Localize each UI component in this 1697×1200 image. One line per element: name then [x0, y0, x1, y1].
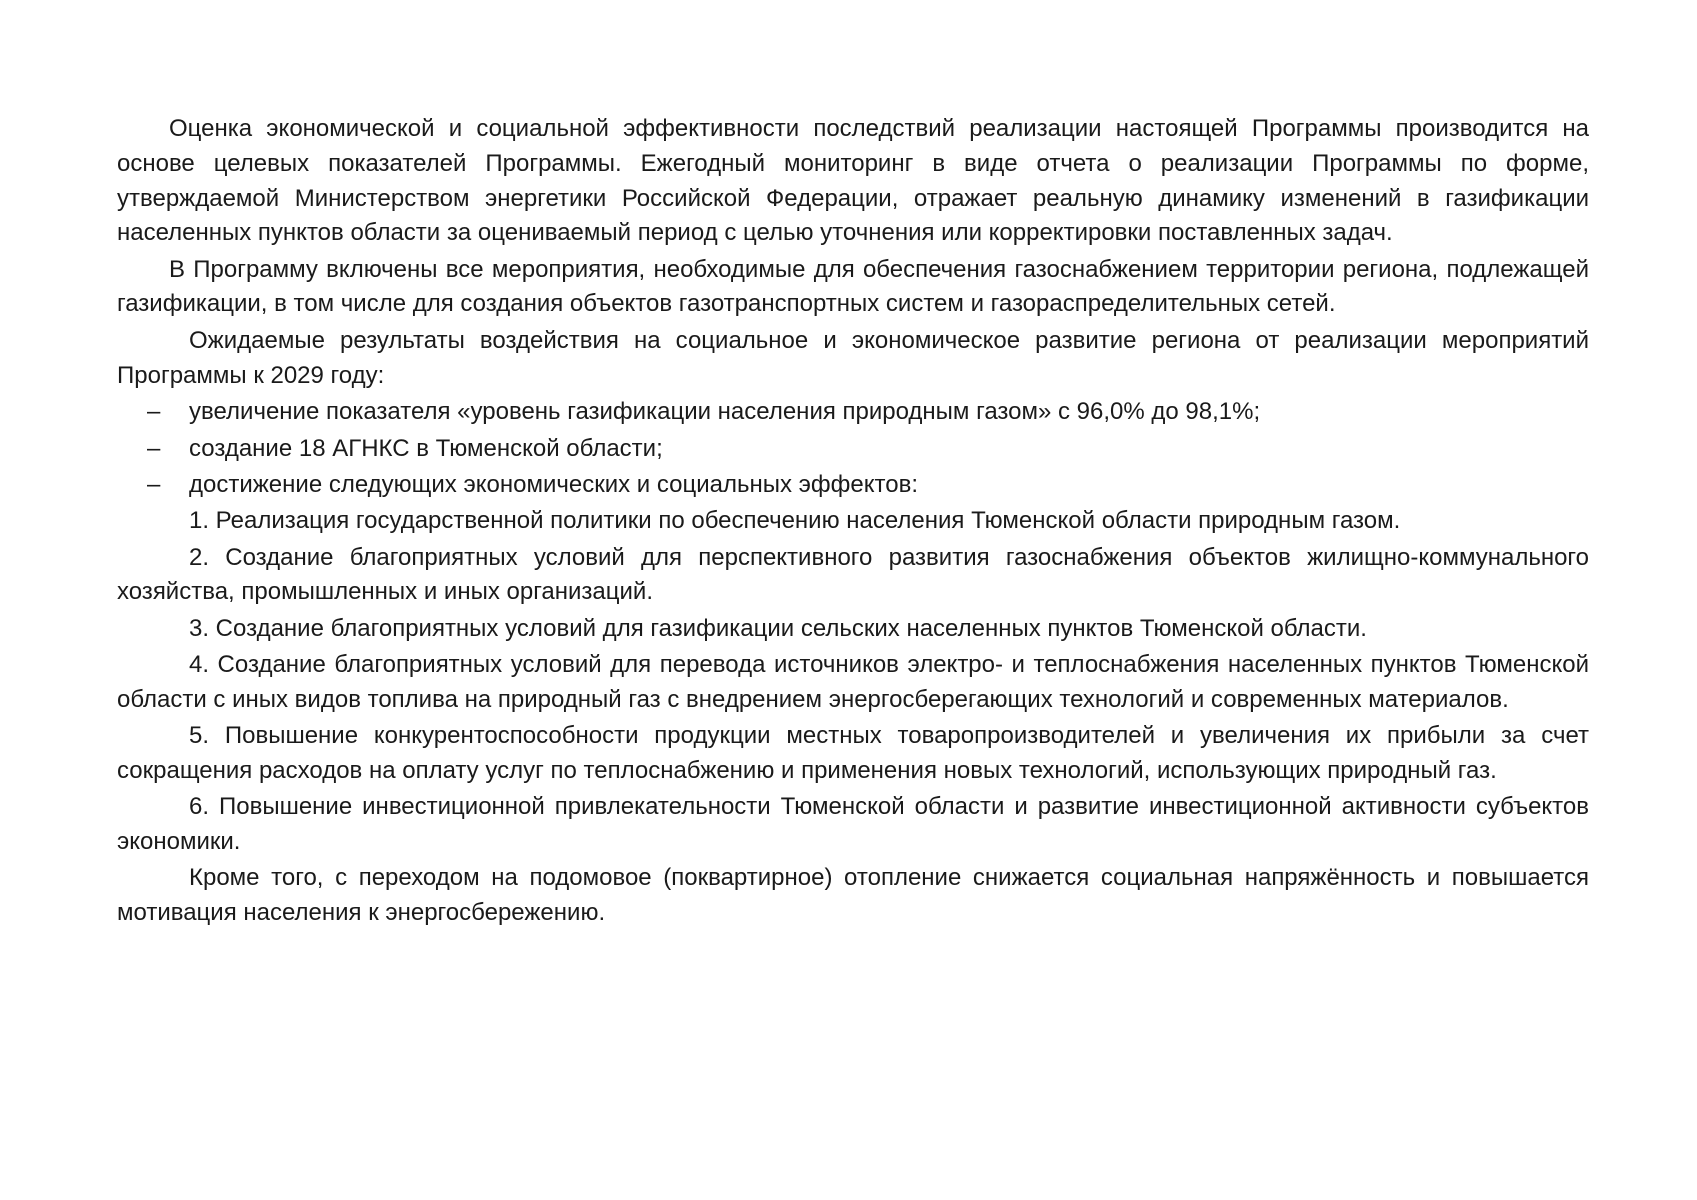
effect-item: 4. Создание благоприятных условий для перевода источников электро- и теплоснабжения населенных пунктов Тюменской области с иных видов топлива на природный газ с внедрением энергосберегающих технологий и современных материалов.: [117, 650, 1589, 713]
list-item-text: увеличение показателя «уровень газификации населения природным газом» с 96,0% до 98,1%;: [189, 398, 1261, 426]
list-item-text: достижение следующих экономических и социальных эффектов:: [189, 470, 918, 498]
effect-item: 3. Создание благоприятных условий для газификации сельских населенных пунктов Тюменской области.: [189, 614, 1367, 642]
paragraph-program-scope: В Программу включены все мероприятия, необходимые для обеспечения газоснабжением территории региона, подлежащей газификации, в том числе для создания объектов газотранспортных систем и газораспределительных сетей.: [117, 255, 1589, 318]
list-item: [117, 468, 1589, 503]
document-page: [117, 112, 1589, 931]
expected-results-list: [117, 395, 1589, 502]
list-item-text: создание 18 АГНКС в Тюменской области;: [189, 434, 663, 462]
dash-bullet-marker: –: [147, 470, 161, 498]
paragraph-conclusion: Кроме того, с переходом на подомовое (поквартирное) отопление снижается социальная напряжённость и повышается мотивация населения к энергосбережению.: [117, 864, 1589, 927]
effect-item: 5. Повышение конкурентоспособности продукции местных товаропроизводителей и увеличения их прибыли за счет сокращения расходов на оплату услуг по теплоснабжению и применения новых технологий, использующих природный газ.: [117, 722, 1589, 784]
paragraph-expected-results-intro: Ожидаемые результаты воздействия на социальное и экономическое развитие региона от реализации мероприятий Программы к 2029 году:: [117, 326, 1589, 389]
effect-item: 1. Реализация государственной политики по обеспечению населения Тюменской области природным газом.: [189, 507, 1401, 535]
paragraph-assessment: Оценка экономической и социальной эффективности последствий реализации настоящей Программы производится на основе целевых показателей Программы. Ежегодный мониторинг в виде отчета о реализации Программы по форме, утверждаемой Министерством энергетики Российской Федерации, отражает реальную динамику изменений в газификации населенных пунктов области за оцениваемый период с целью уточнения или корректировки поставленных задач.: [117, 115, 1589, 247]
list-item: [117, 432, 1589, 467]
dash-bullet-marker: –: [147, 398, 161, 426]
effect-item: 2. Создание благоприятных условий для перспективного развития газоснабжения объектов жилищно-коммунального хозяйства, промышленных и иных организаций.: [117, 543, 1589, 606]
dash-bullet-marker: –: [147, 434, 161, 462]
effect-item: 6. Повышение инвестиционной привлекательности Тюменской области и развитие инвестиционной активности субъектов экономики.: [117, 793, 1589, 855]
list-item: [117, 395, 1589, 430]
